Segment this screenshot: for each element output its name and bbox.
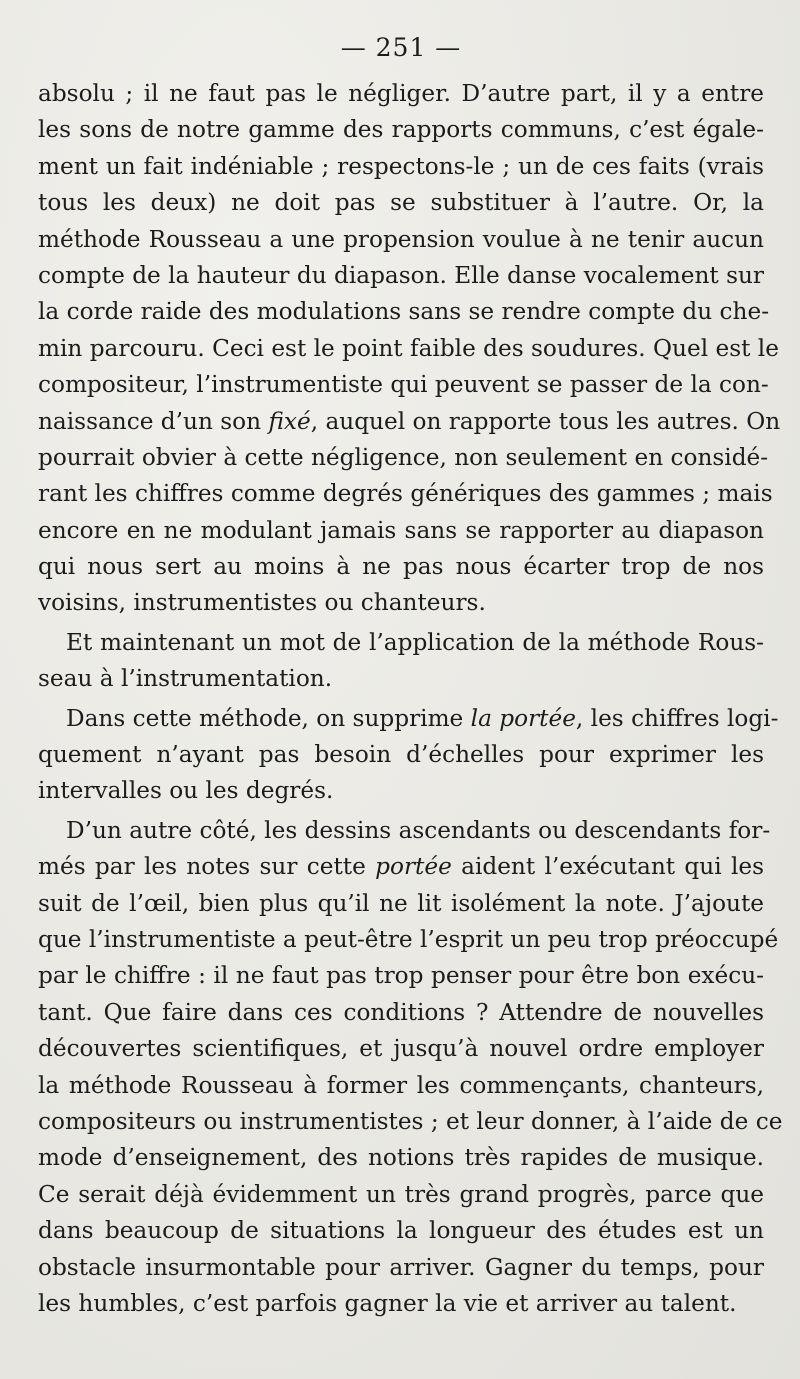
text-line: mode d’enseignement, des notions très rapides de musique. xyxy=(38,1144,764,1172)
text-line: absolu ; il ne faut pas le négliger. D’autre part, il y a entre xyxy=(38,80,764,107)
text-line: qui nous sert au moins à ne pas nous écarter trop de nos xyxy=(38,553,764,581)
text-line: dans beaucoup de situations la longueur des études est un xyxy=(38,1217,764,1245)
text-line: encore en ne modulant jamais sans se rapporter au diapason xyxy=(38,516,764,544)
text-run: Dans cette méthode, on supprime xyxy=(66,704,471,732)
italic-term: la portée xyxy=(470,704,576,732)
text-line xyxy=(38,849,764,885)
text-run: naissance d’un son xyxy=(38,407,269,435)
text-line: méthode Rousseau a une propension voulue à ne tenir aucun xyxy=(38,225,764,253)
text-line: compositeur, l’instrumentiste qui peuvent se passer de la con- xyxy=(38,371,769,399)
text-line: pourrait obvier à cette négligence, non seulement en considé- xyxy=(38,443,769,471)
text-line: la corde raide des modulations sans se rendre compte du che- xyxy=(38,298,770,326)
text-line: la méthode Rousseau à former les commençants, chanteurs, xyxy=(38,1071,764,1099)
italic-term: portée xyxy=(375,853,452,881)
text-line: suit de l’œil, bien plus qu’il ne lit isolément la note. J’ajoute xyxy=(38,889,764,917)
text-run: més par les notes sur cette xyxy=(38,853,376,881)
text-line: ment un fait indéniable ; respectons-le ; un de ces faits (vrais xyxy=(38,152,764,180)
text-line: les humbles, c’est parfois gagner la vie et arriver au talent. xyxy=(38,1289,737,1317)
page-number: — 251 — xyxy=(340,33,462,62)
text-line: min parcouru. Ceci est le point faible des soudures. Quel est le xyxy=(38,334,779,362)
text-line: Ce serait déjà évidemment un très grand progrès, parce que xyxy=(38,1180,764,1208)
text-line xyxy=(38,701,779,737)
book-page xyxy=(38,28,783,1358)
text-line: quement n’ayant pas besoin d’échelles pour exprimer les xyxy=(38,741,764,769)
text-line: tant. Que faire dans ces conditions ? Attendre de nouvelles xyxy=(38,998,764,1026)
text-run: aident l’exécutant qui les xyxy=(451,853,764,881)
text-line: les sons de notre gamme des rapports communs, c’est égale- xyxy=(38,116,764,144)
text-line: compte de la hauteur du diapason. Elle danse vocalement sur xyxy=(38,261,764,289)
text-run: , auquel on rapporte tous les autres. On xyxy=(310,407,781,435)
italic-term: fixé xyxy=(268,407,311,435)
text-line: obstacle insurmontable pour arriver. Gagner du temps, pour xyxy=(38,1253,764,1281)
text-line: tous les deux) ne doit pas se substituer à l’autre. Or, la xyxy=(38,189,764,217)
text-line: intervalles ou les degrés. xyxy=(38,777,334,805)
text-run: , les chiffres logi- xyxy=(575,704,779,732)
text-line: découvertes scientifiques, et jusqu’à nouvel ordre employer xyxy=(38,1035,764,1063)
text-line xyxy=(38,404,781,440)
text-line: compositeurs ou instrumentistes ; et leur donner, à l’aide de ce xyxy=(38,1107,783,1135)
text-line: D’un autre côté, les dessins ascendants ou descendants for- xyxy=(66,816,771,844)
text-line: voisins, instrumentistes ou chanteurs. xyxy=(38,589,486,617)
body-text xyxy=(38,76,783,1322)
text-line: Et maintenant un mot de l’application de la méthode Rous- xyxy=(66,628,764,656)
text-line: seau à l’instrumentation. xyxy=(38,665,333,693)
text-line: par le chiffre : il ne faut pas trop penser pour être bon exécu- xyxy=(38,962,764,990)
text-line: rant les chiffres comme degrés génériques des gammes ; mais xyxy=(38,480,773,508)
text-line: que l’instrumentiste a peut-être l’esprit un peu trop préoccupé xyxy=(38,925,779,953)
